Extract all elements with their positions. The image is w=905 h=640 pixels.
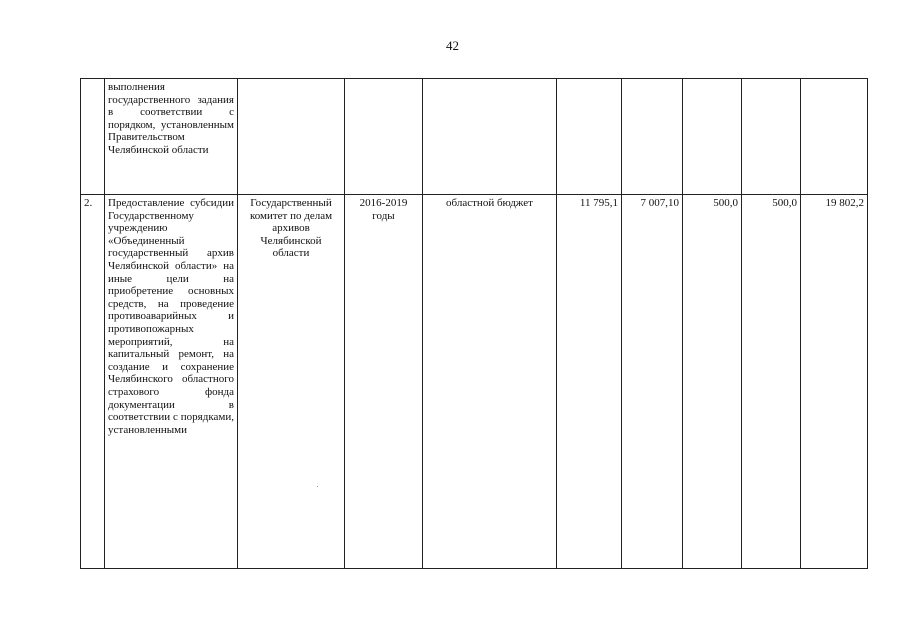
cell-value-2018: 500,0 [683,195,742,569]
cell-value [622,79,683,195]
cell-source [423,79,557,195]
cell-value [557,79,622,195]
cell-value [742,79,801,195]
page-number: 42 [446,38,459,53]
cell-executor: Государственный комитет по делам архивов Челябинской области [238,195,345,569]
cell-total [801,79,868,195]
cell-total: 19 802,2 [801,195,868,569]
cell-value-2019: 500,0 [742,195,801,569]
cell-source: областной бюджет [423,195,557,569]
cell-description: выполнения государственного задания в соответствии с порядком, установленным Правительством Челябинской области [105,79,238,195]
scan-speck [317,486,318,487]
cell-value-2016: 11 795,1 [557,195,622,569]
cell-executor [238,79,345,195]
cell-period: 2016-2019 годы [345,195,423,569]
table-row [81,79,868,195]
cell-period [345,79,423,195]
cell-value-2017: 7 007,10 [622,195,683,569]
cell-number [81,79,105,195]
cell-number: 2. [81,195,105,569]
cell-value [683,79,742,195]
table-row [81,195,868,569]
cell-description: Предоставление субсидии Государственному учреждению «Объединенный государственный архив Челябинской области» на иные цели на приобретение основных средств, на проведение противоаварийных и противопожарных мероприятий, на капитальный ремонт, на создание и сохранение Челябинского областного страхового фонда документации в соответствии с порядками, установленными [105,195,238,569]
program-table [80,78,868,569]
